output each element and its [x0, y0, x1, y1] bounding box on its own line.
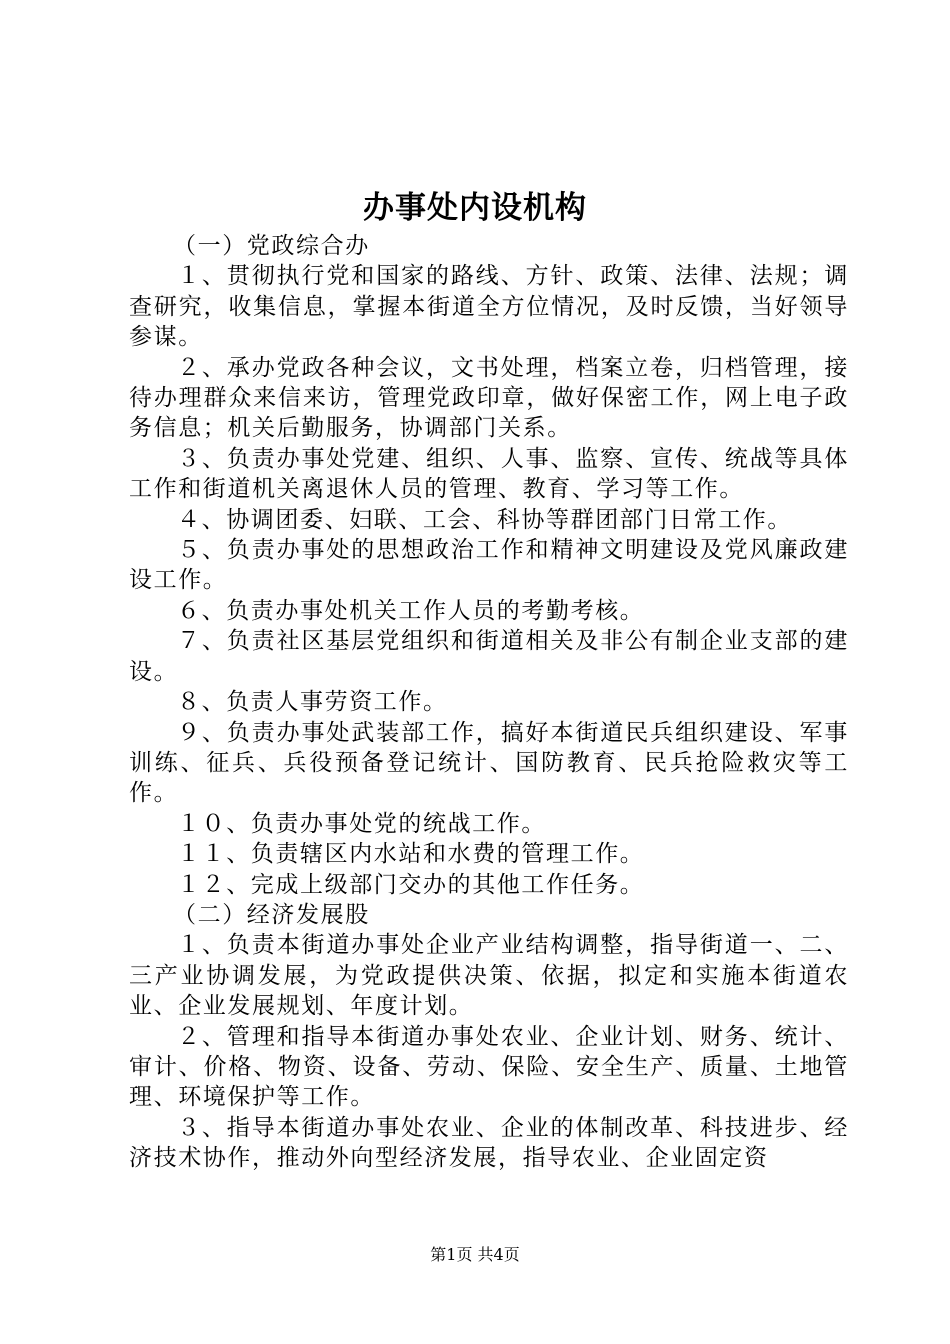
paragraph: １、负责本街道办事处企业产业结构调整，指导街道一、二、三产业协调发展，为党政提供决策、依据，拟定和实施本街道农业、企业发展规划、年度计划。 [129, 932, 849, 1020]
paragraph: １１、负责辖区内水站和水费的管理工作。 [177, 841, 645, 868]
paragraph: ９、负责办事处武装部工作，搞好本街道民兵组织建设、军事训练、征兵、兵役预备登记统计、国防教育、民兵抢险救灾等工作。 [129, 719, 849, 807]
paragraph: ３、负责办事处党建、组织、人事、监察、宣传、统战等具体工作和街道机关离退休人员的管理、教育、学习等工作。 [129, 445, 849, 503]
paragraph: ６、负责办事处机关工作人员的考勤考核。 [177, 597, 645, 624]
paragraph: ５、负责办事处的思想政治工作和精神文明建设及党风廉政建设工作。 [129, 537, 849, 594]
paragraph: １、贯彻执行党和国家的路线、方针、政策、法律、法规；调查研究，收集信息，掌握本街道全方位情况，及时反馈，当好领导参谋。 [129, 263, 849, 351]
paragraph: ４、协调团委、妇联、工会、科协等群团部门日常工作。 [177, 506, 792, 533]
paragraph: １２、完成上级部门交办的其他工作任务。 [177, 871, 645, 898]
page-footer: 第1页 共4页 [430, 1245, 520, 1264]
paragraph: ３、指导本街道办事处农业、企业的体制改革、科技进步、经济技术协作，推动外向型经济发展，指导农业、企业固定资 [129, 1114, 849, 1172]
paragraph: ２、管理和指导本街道办事处农业、企业计划、财务、统计、审计、价格、物资、设备、劳动、保险、安全生产、质量、土地管理、环境保护等工作。 [129, 1023, 849, 1111]
section-heading: （一）党政综合办 [173, 233, 370, 259]
document-body [129, 231, 849, 1174]
section-heading: （二）经济发展股 [173, 901, 370, 928]
paragraph: １０、负责办事处党的统战工作。 [177, 810, 546, 837]
paragraph: ８、负责人事劳资工作。 [177, 689, 448, 716]
document-title: 办事处内设机构 [363, 190, 587, 226]
paragraph: ７、负责社区基层党组织和街道相关及非公有制企业支部的建设。 [129, 628, 849, 685]
paragraph: ２、承办党政各种会议，文书处理，档案立卷，归档管理，接待办理群众来信来访，管理党政印章，做好保密工作，网上电子政务信息；机关后勤服务，协调部门关系。 [129, 354, 849, 442]
